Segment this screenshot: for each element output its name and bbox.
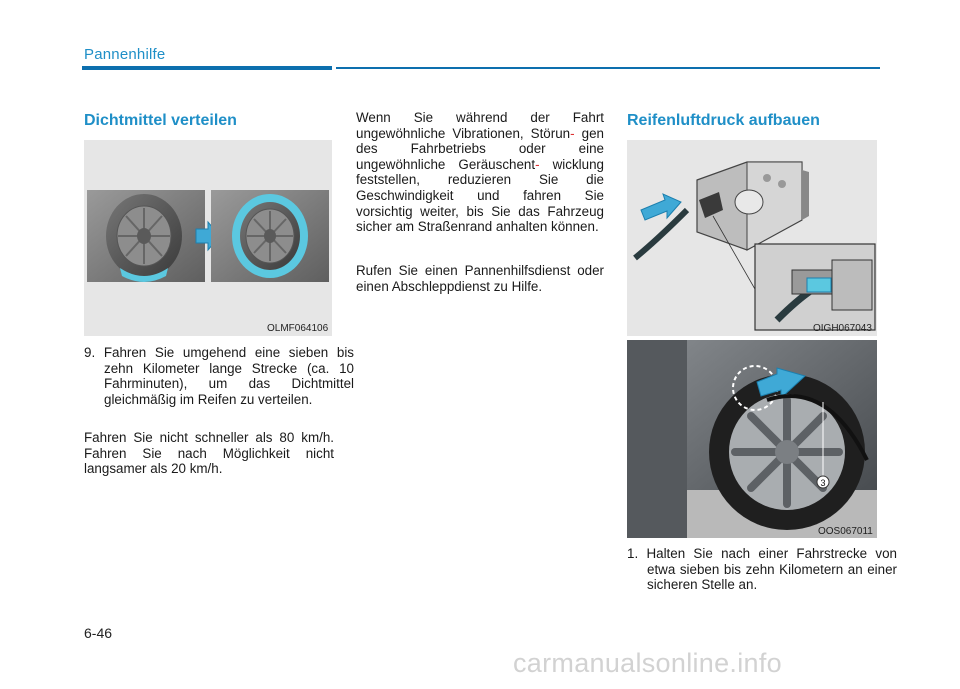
car-wheel-illustration (627, 340, 877, 538)
callout-3-label: 3 (820, 478, 826, 488)
speed-note: Fahren Sie nicht schneller als 80 km/h. Fahren Sie nach Möglichkeit nicht langsamer als 20 km/h. (84, 430, 334, 477)
page-number: 6-46 (84, 625, 113, 641)
step-9 (84, 345, 354, 407)
figure-code-compressor: OIGH067043 (813, 323, 872, 334)
header-rule-thick (82, 66, 332, 70)
step-9-text: Fahren Sie umgehend eine sieben bis zehn Kilometer lange Strecke (ca. 10 Fahrminuten), um das Dichtmittel gleichmäßig im Reifen zu verteilen. (103, 345, 354, 407)
vibration-warning-b: gen des Fahrbetriebs oder eine ungewöhnliche Geräuschent (356, 125, 604, 172)
step-9-number: 9. (84, 345, 96, 360)
vibration-warning-a: Wenn Sie während der Fahrt ungewöhnliche Vibrationen, Störun (356, 110, 604, 141)
step-1-text: Halten Sie nach einer Fahrstrecke von etwa sieben bis zehn Kilometern an einer sicheren Stelle an. (646, 546, 897, 593)
compressor-illustration (627, 140, 877, 336)
figure-code-left: OLMF064106 (267, 323, 329, 334)
header-rule-thin (336, 67, 880, 69)
watermark: carmanualsonline.info (513, 648, 782, 678)
figure-code-wheel: OOS067011 (818, 526, 873, 537)
heading-distribute-sealant: Dichtmittel verteilen (84, 112, 237, 129)
step-1 (627, 546, 897, 593)
figure-sealant-distribution (84, 140, 332, 336)
breakdown-service-note: Rufen Sie einen Pannenhilfsdienst oder einen Abschleppdienst zu Hilfe. (356, 263, 604, 294)
heading-inflate-tire: Reifenluftdruck aufbauen (627, 112, 820, 129)
figure-car-wheel (627, 340, 877, 538)
vibration-warning-c: wicklung feststellen, reduzieren Sie die Geschwindigkeit und fahren Sie vorsichtig weiter, bis Sie das Fahrzeug sicher am Straßenrand anhalten können. (356, 156, 604, 235)
hyphen-2: - (535, 156, 540, 172)
hyphen-1: - (570, 125, 575, 141)
vibration-warning (356, 110, 604, 235)
step-1-number: 1. (627, 546, 639, 561)
figure-compressor (627, 140, 877, 336)
section-label: Pannenhilfe (84, 46, 166, 63)
sealant-illustration (84, 140, 332, 336)
pressure-gauge-icon (735, 190, 763, 214)
